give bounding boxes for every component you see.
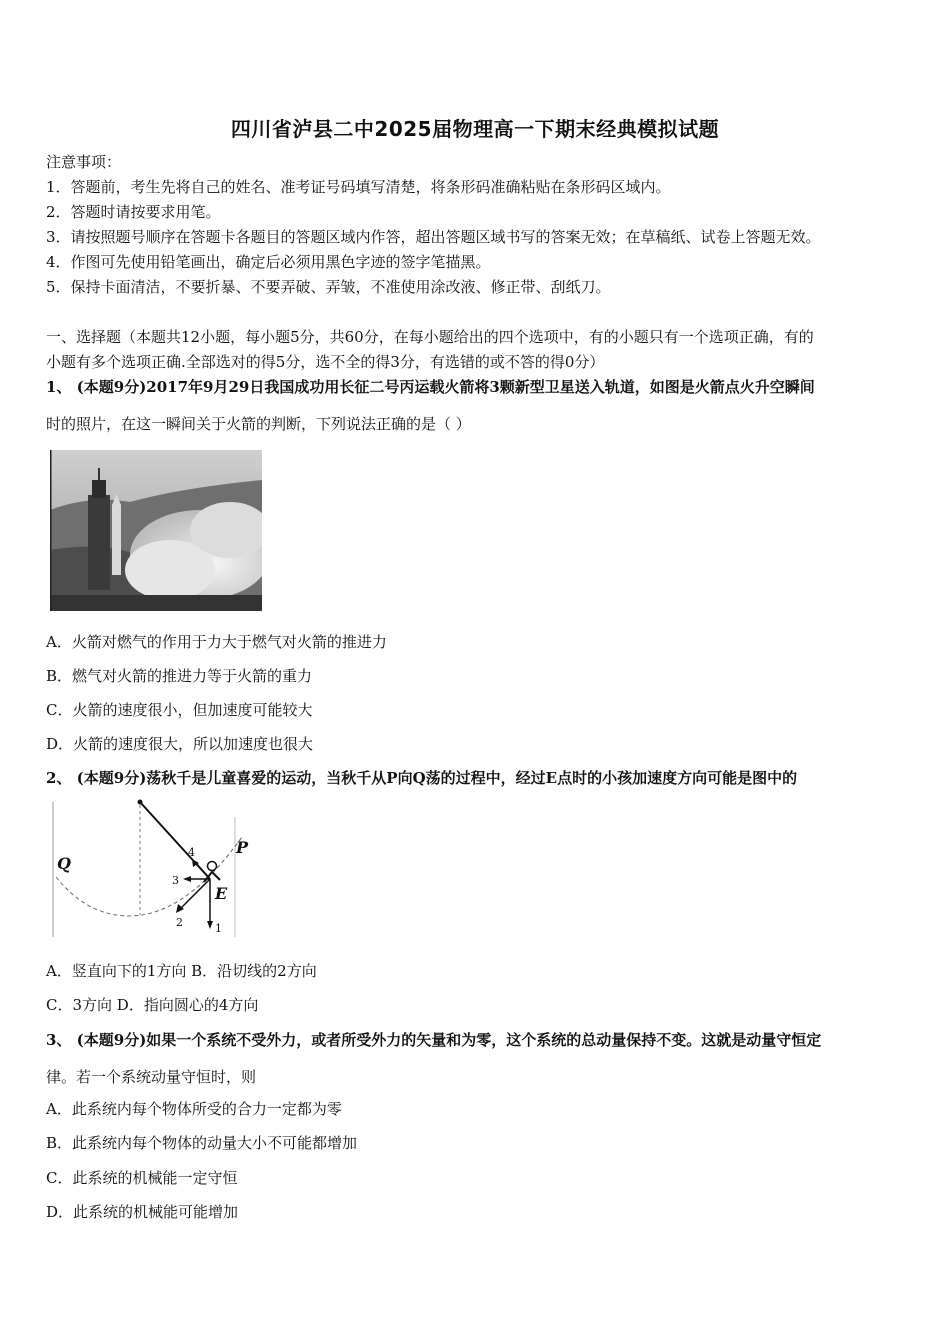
question-3-option-a[interactable]: A．此系统内每个物体所受的合力一定都为零 (46, 1100, 342, 1118)
question-1-option-a[interactable]: A．火箭对燃气的作用于力大于燃气对火箭的推进力 (46, 633, 387, 651)
notice-heading: 注意事项： (46, 153, 122, 171)
question-1-stem: 时的照片，在这一瞬间关于火箭的判断，下列说法正确的是（ ） (46, 415, 471, 433)
question-1-option-c[interactable]: C．火箭的速度很小，但加速度可能较大 (46, 701, 313, 719)
question-2-options[interactable]: C．3方向 D．指向圆心的4方向 (46, 996, 259, 1014)
question-2-stem: 2、 (本题9分)荡秋千是儿童喜爱的运动，当秋千从P向Q荡的过程中，经过E点时的小孩加速度方向可能是图中的 (46, 769, 798, 787)
label-2: 2 (176, 916, 183, 929)
label-1: 1 (215, 922, 222, 935)
question-3-option-c[interactable]: C．此系统的机械能一定守恒 (46, 1169, 238, 1187)
question-3-stem: 律。若一个系统动量守恒时，则 (46, 1068, 257, 1086)
section-instructions: 一、选择题（本题共12小题，每小题5分，共60分，在每小题给出的四个选项中，有的小题只有一个选项正确，有的 (46, 328, 814, 346)
question-3-stem: 3、 (本题9分)如果一个系统不受外力，或者所受外力的矢量和为零，这个系统的总动量保持不变。这就是动量守恒定 (46, 1031, 822, 1049)
label-p: P (236, 838, 249, 857)
notice-item: 2．答题时请按要求用笔。 (46, 203, 221, 221)
question-1-stem: 1、 (本题9分)2017年9月29日我国成功用长征二号丙运载火箭将3颗新型卫星送入轨道，如图是火箭点火升空瞬间 (46, 378, 815, 396)
label-e: E (215, 884, 228, 903)
label-3: 3 (172, 874, 179, 887)
notice-item: 5．保持卡面清洁，不要折暴、不要弄破、弄皱，不准使用涂改液、修正带、刮纸刀。 (46, 278, 611, 296)
notice-item: 1．答题前，考生先将自己的姓名、准考证号码填写清楚，将条形码准确粘贴在条形码区域内。 (46, 178, 671, 196)
question-1-option-d[interactable]: D．火箭的速度很大，所以加速度也很大 (46, 735, 314, 753)
label-q: Q (57, 854, 71, 873)
question-2-options[interactable]: A．竖直向下的1方向 B．沿切线的2方向 (46, 962, 317, 980)
section-instructions: 小题有多个选项正确.全部选对的得5分，选不全的得3分，有选错的或不答的得0分） (46, 353, 605, 371)
label-4: 4 (188, 846, 195, 859)
question-3-option-d[interactable]: D．此系统的机械能可能增加 (46, 1203, 239, 1221)
question-1-option-b[interactable]: B．燃气对火箭的推进力等于火箭的重力 (46, 667, 313, 685)
swing-diagram (52, 797, 257, 942)
page-title: 四川省泸县二中2025届物理高一下期末经典模拟试题 (230, 117, 720, 141)
notice-item: 4．作图可先使用铅笔画出，确定后必须用黑色字迹的签字笔描黑。 (46, 253, 491, 271)
question-3-option-b[interactable]: B．此系统内每个物体的动量大小不可能都增加 (46, 1134, 358, 1152)
notice-item: 3．请按照题号顺序在答题卡各题目的答题区域内作答，超出答题区域书写的答案无效；在草稿纸、试卷上答题无效。 (46, 228, 821, 246)
rocket-launch-photo (50, 450, 262, 611)
